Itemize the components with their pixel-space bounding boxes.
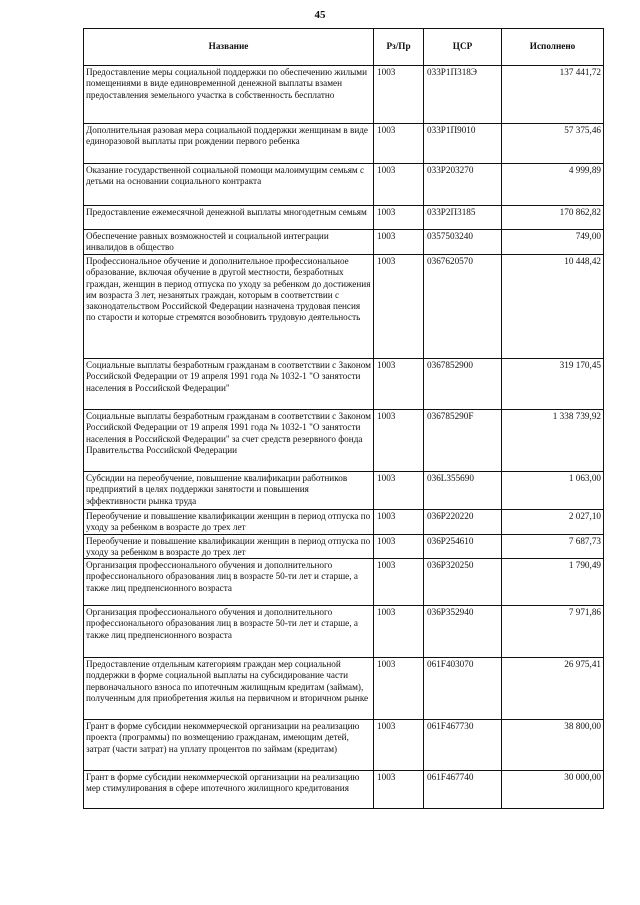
- table-row: [84, 720, 604, 771]
- row-amount-cell: 7 971,86: [502, 606, 604, 658]
- row-rzpr-cell: 1003: [374, 66, 424, 124]
- row-rzpr-cell: 1003: [374, 255, 424, 359]
- row-name-cell: Социальные выплаты безработным гражданам в соответствии с Законом Российской Федерации от 19 апреля 1991 года № 1032-1 "О занятости населения в Российской Федерации" за счет средств резервного фонда Правительства Российской Федерации: [84, 410, 374, 472]
- row-amount-cell: 170 862,82: [502, 206, 604, 230]
- row-name-cell: Организация профессионального обучения и дополнительного профессионального образования лиц в возрасте 50-ти лет и старше, а также лиц предпенсионного возраста: [84, 559, 374, 606]
- row-rzpr-cell: 1003: [374, 720, 424, 771]
- row-amount-cell: 1 063,00: [502, 472, 604, 510]
- row-amount-cell: 7 687,73: [502, 534, 604, 559]
- row-csr-cell: 036L355690: [424, 472, 502, 510]
- table-row: [84, 206, 604, 230]
- row-name-cell: Социальные выплаты безработным гражданам в соответствии с Законом Российской Федерации от 19 апреля 1991 года № 1032-1 "О занятости населения в Российской Федерации": [84, 359, 374, 410]
- row-csr-cell: 061F467730: [424, 720, 502, 771]
- row-rzpr-cell: 1003: [374, 658, 424, 720]
- row-rzpr-cell: 1003: [374, 510, 424, 535]
- row-amount-cell: 38 800,00: [502, 720, 604, 771]
- row-csr-cell: 036Р320250: [424, 559, 502, 606]
- page-number: 45: [314, 9, 326, 21]
- row-amount-cell: 319 170,45: [502, 359, 604, 410]
- table-row: [84, 359, 604, 410]
- row-name-cell: Профессиональное обучение и дополнительное профессиональное образование, включая обучение в другой местности, безработных граждан, женщин в период отпуска по уходу за ребенком до достижения им возраста 3 лет, незанятых граждан, которым в соответствии с законодательством Российской Федерации назначена трудовая пенсия по старости и которые стремятся возобновить трудовую деятельность: [84, 255, 374, 359]
- table-row: [84, 606, 604, 658]
- row-name-cell: Грант в форме субсидии некоммерческой организации на реализацию мер стимулирования в сфере ипотечного жилищного кредитования: [84, 771, 374, 809]
- row-amount-cell: 749,00: [502, 230, 604, 255]
- table-row: [84, 559, 604, 606]
- row-csr-cell: 033Р2П3185: [424, 206, 502, 230]
- table-row: [84, 472, 604, 510]
- row-amount-cell: 1 338 739,92: [502, 410, 604, 472]
- row-name-cell: Организация профессионального обучения и дополнительного профессионального образования лиц в возрасте 50-ти лет и старше, а также лиц предпенсионного возраста: [84, 606, 374, 658]
- row-csr-cell: 0367620570: [424, 255, 502, 359]
- row-csr-cell: 0357503240: [424, 230, 502, 255]
- row-rzpr-cell: 1003: [374, 534, 424, 559]
- row-rzpr-cell: 1003: [374, 472, 424, 510]
- row-amount-cell: 4 999,89: [502, 164, 604, 206]
- table-row: [84, 658, 604, 720]
- row-name-cell: Предоставление отдельным категориям граждан мер социальной поддержки в форме социальной выплаты на субсидирование части первоначального взноса по ипотечным жилищным кредитам (займам), полученным для приобретения жилья на первичном и вторичном рынке: [84, 658, 374, 720]
- row-csr-cell: 0367852900: [424, 359, 502, 410]
- row-amount-cell: 30 000,00: [502, 771, 604, 809]
- row-amount-cell: 10 448,42: [502, 255, 604, 359]
- row-name-cell: Предоставление ежемесячной денежной выплаты многодетным семьям: [84, 206, 374, 230]
- row-rzpr-cell: 1003: [374, 164, 424, 206]
- table-header-row: [84, 29, 604, 66]
- row-name-cell: Переобучение и повышение квалификации женщин в период отпуска по уходу за ребенком в возрасте до трех лет: [84, 534, 374, 559]
- header-name: Название: [84, 29, 374, 66]
- row-rzpr-cell: 1003: [374, 410, 424, 472]
- row-amount-cell: 57 375,46: [502, 124, 604, 164]
- row-amount-cell: 1 790,49: [502, 559, 604, 606]
- row-rzpr-cell: 1003: [374, 771, 424, 809]
- table-row: [84, 510, 604, 535]
- header-csr: ЦСР: [424, 29, 502, 66]
- header-executed: Исполнено: [502, 29, 604, 66]
- row-amount-cell: 2 027,10: [502, 510, 604, 535]
- row-csr-cell: 036Р352940: [424, 606, 502, 658]
- row-csr-cell: 036785290F: [424, 410, 502, 472]
- row-csr-cell: 036Р254610: [424, 534, 502, 559]
- row-csr-cell: 033Р1П9010: [424, 124, 502, 164]
- row-csr-cell: 036Р220220: [424, 510, 502, 535]
- row-rzpr-cell: 1003: [374, 606, 424, 658]
- row-amount-cell: 137 441,72: [502, 66, 604, 124]
- row-rzpr-cell: 1003: [374, 124, 424, 164]
- row-name-cell: Переобучение и повышение квалификации женщин в период отпуска по уходу за ребенком в возрасте до трех лет: [84, 510, 374, 535]
- row-name-cell: Обеспечение равных возможностей и социальной интеграции инвалидов в общество: [84, 230, 374, 255]
- table-row: [84, 255, 604, 359]
- expenditure-table: [83, 28, 604, 809]
- row-name-cell: Субсидии на переобучение, повышение квалификации работников предприятий в целях поддержки занятости и повышения эффективности рынка труда: [84, 472, 374, 510]
- row-rzpr-cell: 1003: [374, 559, 424, 606]
- row-csr-cell: 033Р1П318Э: [424, 66, 502, 124]
- row-amount-cell: 26 975,41: [502, 658, 604, 720]
- row-name-cell: Оказание государственной социальной помощи малоимущим семьям с детьми на основании социального контракта: [84, 164, 374, 206]
- table-row: [84, 164, 604, 206]
- row-csr-cell: 033Р203270: [424, 164, 502, 206]
- row-name-cell: Грант в форме субсидии некоммерческой организации на реализацию проекта (программы) по возмещению гражданам, имеющим детей, затрат (части затрат) на уплату процентов по займам (кредитам): [84, 720, 374, 771]
- row-rzpr-cell: 1003: [374, 206, 424, 230]
- table-row: [84, 410, 604, 472]
- table-row: [84, 230, 604, 255]
- row-name-cell: Дополнительная разовая мера социальной поддержки женщинам в виде единоразовой выплаты при рождении первого ребенка: [84, 124, 374, 164]
- header-rzpr: Рз/Пр: [374, 29, 424, 66]
- table-row: [84, 534, 604, 559]
- table-row: [84, 124, 604, 164]
- row-csr-cell: 061F467740: [424, 771, 502, 809]
- row-csr-cell: 061F403070: [424, 658, 502, 720]
- row-name-cell: Предоставление меры социальной поддержки по обеспечению жилыми помещениями в виде единовременной денежной выплаты взамен предоставления земельного участка в собственность бесплатно: [84, 66, 374, 124]
- row-rzpr-cell: 1003: [374, 359, 424, 410]
- table-row: [84, 66, 604, 124]
- row-rzpr-cell: 1003: [374, 230, 424, 255]
- table-row: [84, 771, 604, 809]
